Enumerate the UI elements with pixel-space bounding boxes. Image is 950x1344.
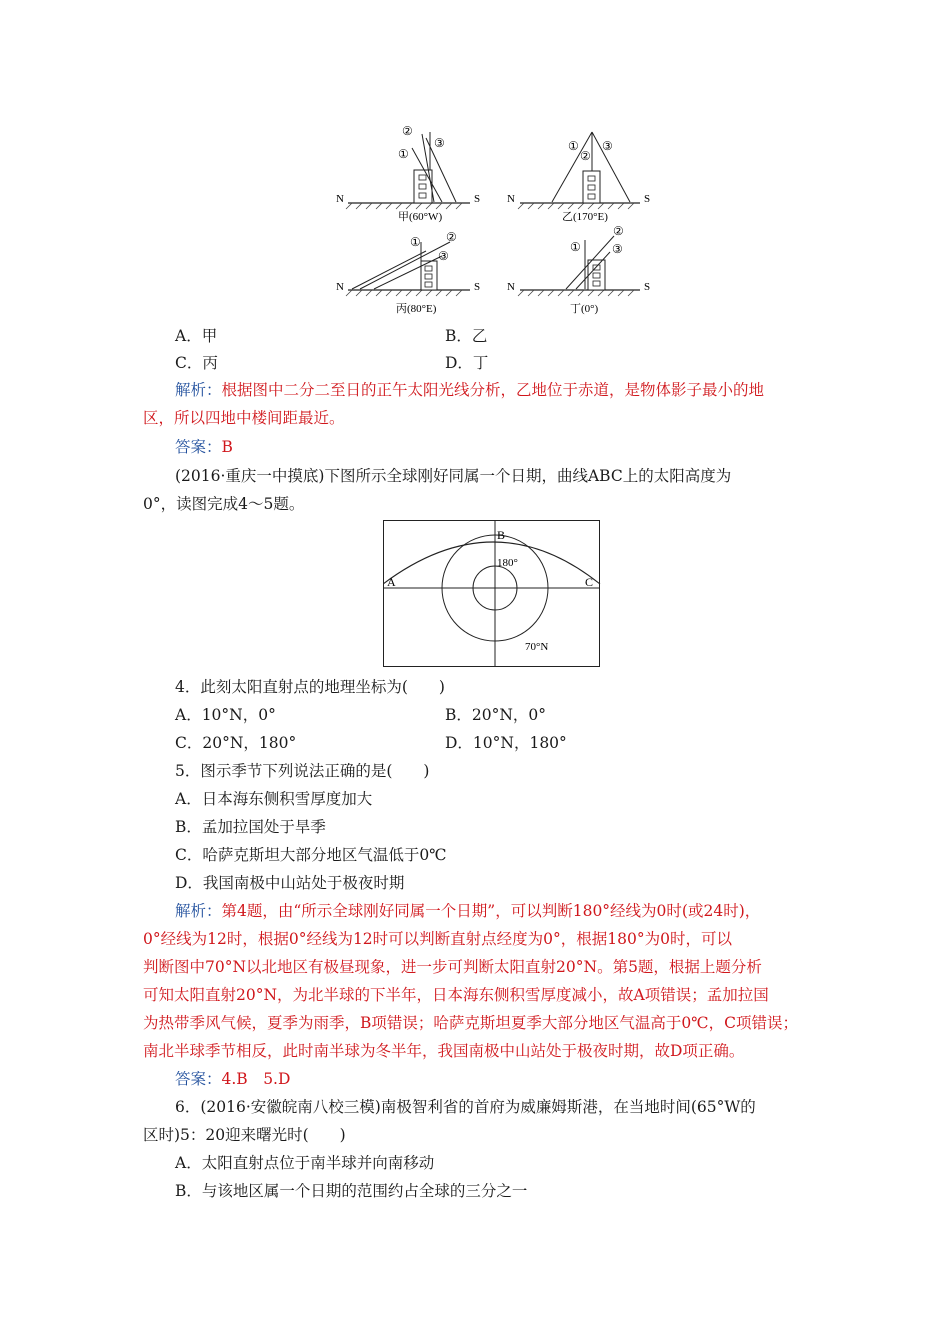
q3-analysis-line-1	[175, 380, 764, 400]
q4-option-c: C．20°N，180°	[175, 734, 297, 752]
q45-analysis-line-3: 判断图中70°N以北地区有极昼现象，进一步可判断太阳直射20°N。第5题，根据上题分析	[143, 958, 762, 976]
q3-option-a: A．甲	[175, 327, 218, 345]
panel-bing-caption: 丙(80°E)	[396, 303, 437, 315]
map-label-180: 180°	[497, 557, 518, 569]
q45-analysis-text-1: 第4题，由“所示全球刚好同属一个日期”，可以判断180°经线为0时(或24时)，	[221, 902, 761, 920]
q4-option-a: A．10°N，0°	[175, 706, 276, 724]
q6-stem-line-1: 6．(2016·安徽皖南八校三模)南极智利省的首府为威廉姆斯港，在当地时间(65°W的	[175, 1098, 756, 1116]
q45-analysis-line-6: 南北半球季节相反，此时南半球为冬半年，我国南极中山站处于极夜时期，故D项正确。	[143, 1042, 745, 1060]
panel-ding-ray-1: ①	[570, 240, 581, 254]
q6-option-b: B．与该地区属一个日期的范围约占全球的三分之一	[175, 1182, 528, 1200]
q4-option-b: B．20°N，0°	[445, 706, 547, 724]
map-label-70n: 70°N	[525, 641, 549, 653]
q45-analysis-line-2: 0°经线为12时，根据0°经线为12时可以判断直射点经度为0°，根据180°为0时，可以	[143, 930, 732, 948]
panel-jia	[336, 124, 480, 223]
q5-option-b: B．孟加拉国处于旱季	[175, 818, 326, 836]
panel-bing	[336, 230, 480, 315]
q3-option-d: D．丁	[445, 354, 489, 372]
panel-yi-n: N	[507, 193, 515, 205]
q3-answer	[175, 437, 233, 457]
panel-bing-ray-1: ①	[410, 235, 421, 249]
panel-yi-ray-2: ②	[580, 149, 591, 163]
q45-answer-label: 答案：	[175, 1070, 222, 1088]
q45-answer	[175, 1069, 290, 1089]
map-label-b: B	[497, 528, 506, 542]
panel-yi-ray-3: ③	[602, 139, 613, 153]
q5-option-c: C．哈萨克斯坦大部分地区气温低于0℃	[175, 846, 447, 864]
q5-option-d: D．我国南极中山站处于极夜时期	[175, 874, 405, 892]
polar-map-figure	[383, 520, 601, 668]
panel-ding-ray-2: ②	[613, 224, 624, 238]
q45-analysis-line-5: 为热带季风气候，夏季为雨季，B项错误；哈萨克斯坦夏季大部分地区气温高于0℃，C项错误；	[143, 1014, 798, 1032]
q45-analysis-line-1	[175, 901, 760, 921]
q3-answer-label: 答案：	[175, 438, 222, 456]
q4-stem: 4．此刻太阳直射点的地理坐标为( )	[175, 678, 445, 696]
panel-bing-ray-3: ③	[438, 249, 449, 263]
panel-jia-s: S	[474, 193, 481, 205]
panel-yi-s: S	[644, 193, 651, 205]
panel-jia-caption: 甲(60°W)	[398, 211, 443, 223]
panel-ding-caption: 丁(0°)	[570, 303, 599, 315]
map-label-c: C	[585, 575, 594, 589]
q3-analysis-text-1: 根据图中二分二至日的正午太阳光线分析，乙地位于赤道，是物体影子最小的地	[221, 381, 765, 399]
panel-jia-ray-1: ①	[398, 147, 409, 161]
q45-analysis-line-4: 可知太阳直射20°N，为北半球的下半年，日本海东侧积雪厚度减小，故A项错误；孟加拉国	[143, 986, 769, 1004]
panel-ding-n: N	[507, 281, 515, 293]
q3-analysis-label: 解析：	[175, 381, 222, 399]
panel-yi-caption: 乙(170°E)	[562, 211, 608, 223]
panel-bing-ray-2: ②	[446, 230, 457, 244]
sun-ray-figure	[330, 118, 660, 324]
q6-stem-line-2: 区时)5：20迎来曙光时( )	[143, 1126, 346, 1144]
panel-ding-ray-3: ③	[612, 242, 623, 256]
intro-4-5-line-2: 0°，读图完成4～5题。	[143, 495, 305, 513]
q3-analysis-line-2: 区，所以四地中楼间距最近。	[143, 409, 345, 427]
q3-option-c: C．丙	[175, 354, 218, 372]
q4-option-d: D．10°N，180°	[445, 734, 567, 752]
intro-4-5-line-1: (2016·重庆一中摸底)下图所示全球刚好同属一个日期，曲线ABC上的太阳高度为	[175, 467, 732, 485]
panel-bing-s: S	[474, 281, 481, 293]
panel-ding	[507, 224, 650, 315]
panel-bing-n: N	[336, 281, 344, 293]
q3-answer-value: B	[221, 438, 233, 456]
panel-yi-ray-1: ①	[568, 139, 579, 153]
panel-jia-ray-3: ③	[434, 136, 445, 150]
q45-answer-value: 4.B 5.D	[221, 1070, 291, 1088]
panel-yi	[507, 132, 650, 223]
map-label-a: A	[387, 575, 396, 589]
panel-ding-s: S	[644, 281, 651, 293]
q5-stem: 5．图示季节下列说法正确的是( )	[175, 762, 430, 780]
q45-analysis-label: 解析：	[175, 902, 222, 920]
q6-option-a: A．太阳直射点位于南半球并向南移动	[175, 1154, 435, 1172]
q3-option-b: B．乙	[445, 327, 488, 345]
q5-option-a: A．日本海东侧积雪厚度加大	[175, 790, 373, 808]
panel-jia-n: N	[336, 193, 344, 205]
panel-jia-ray-2: ②	[402, 124, 413, 138]
